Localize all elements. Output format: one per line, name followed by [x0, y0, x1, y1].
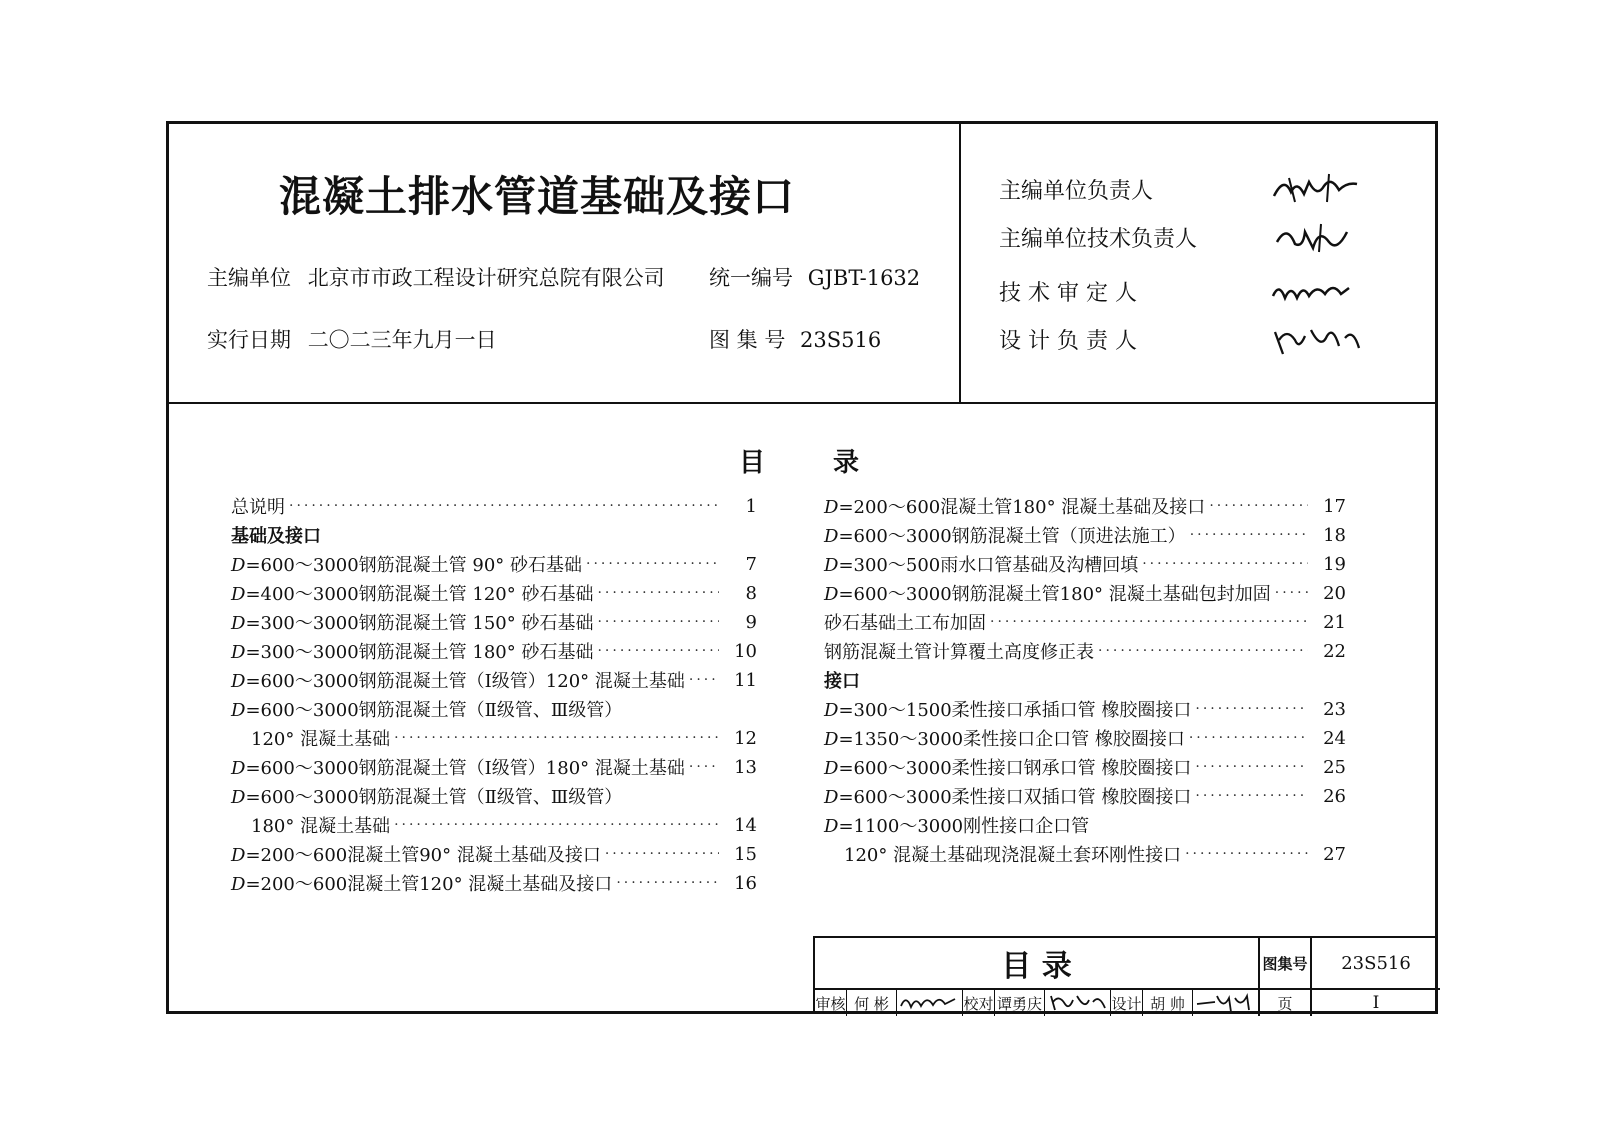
role-technical-approver: 技 术 审 定 人 [999, 281, 1137, 306]
header-vertical-divider [959, 124, 961, 402]
title-block-name: 目 录 [1001, 949, 1072, 984]
toc-entry[interactable]: D=1100～3000刚性接口企口管 [824, 816, 1090, 837]
toc-entry[interactable]: D=300～500雨水口管基础及沟槽回填 ····· 19 [824, 550, 1346, 578]
toc-entry[interactable]: D=600～3000柔性接口钢承口管 橡胶圈接口 ····· 25 [824, 753, 1346, 781]
role-technical-head: 主编单位技术负责人 [999, 227, 1198, 252]
atlas-no-label-cell: 图集号 [1260, 938, 1312, 990]
title-block [813, 936, 1438, 1014]
toc-entry[interactable]: D=200～600混凝土管120° 混凝土基础及接口 ····· 16 [231, 869, 757, 897]
toc-entry[interactable]: 总说明 ····· 1 [231, 492, 757, 520]
date-label: 实行日期 [207, 328, 291, 352]
designer-signature-cell [1193, 990, 1260, 1016]
checker-name: 谭勇庆 [995, 990, 1045, 1016]
toc-entry[interactable]: D=600～3000钢筋混凝土管 90° 砂石基础 ····· 7 [231, 550, 757, 578]
atlas-no-label: 图 集 号 [709, 328, 786, 352]
toc-entry[interactable]: 120° 混凝土基础 ····· 12 [251, 724, 757, 752]
toc-entry[interactable]: D=600～3000钢筋混凝土管（Ⅰ级管）180° 混凝土基础 ····· 13 [231, 753, 757, 781]
toc-entry[interactable]: D=300～1500柔性接口承插口管 橡胶圈接口 ····· 23 [824, 695, 1346, 723]
designer-name: 胡 帅 [1143, 990, 1193, 1016]
toc-entry[interactable]: 钢筋混凝土管计算覆土高度修正表 ····· 22 [824, 637, 1346, 665]
page-label: 页 [1260, 990, 1312, 1016]
toc-entry[interactable]: D=600～3000柔性接口双插口管 橡胶圈接口 ····· 26 [824, 782, 1346, 810]
unified-no: GJBT-1632 [807, 266, 921, 290]
check-label: 校对 [963, 990, 995, 1016]
unified-no-line [709, 262, 920, 292]
reviewer-name: 何 彬 [847, 990, 897, 1016]
reviewer-signature-cell [897, 990, 963, 1016]
toc-entry[interactable]: D=1350～3000柔性接口企口管 橡胶圈接口 ····· 24 [824, 724, 1346, 752]
drawing-frame [166, 121, 1438, 1014]
toc-entry[interactable]: D=600～3000钢筋混凝土管180° 混凝土基础包封加固 ····· 20 [824, 579, 1346, 607]
toc-entry[interactable]: D=400～3000钢筋混凝土管 120° 砂石基础 ····· 8 [231, 579, 757, 607]
toc-entry[interactable]: 120° 混凝土基础现浇混凝土套环刚性接口 ····· 27 [844, 840, 1346, 868]
toc-entry[interactable]: D=600～3000钢筋混凝土管（Ⅱ级管、Ⅲ级管） [231, 700, 623, 721]
signature-image [1269, 218, 1359, 258]
atlas-title: 混凝土排水管道基础及接口 [279, 172, 796, 221]
signature-image [1269, 274, 1359, 310]
signature-image [897, 990, 961, 1014]
atlas-no: 23S516 [800, 328, 882, 352]
toc-entry[interactable]: 砂石基础土工布加固 ····· 21 [824, 608, 1346, 636]
effective-date: 二〇二三年九月一日 [307, 328, 497, 352]
toc-entry[interactable]: D=200～600混凝土管90° 混凝土基础及接口 ····· 15 [231, 840, 757, 868]
signature-image [1269, 320, 1369, 360]
signature-image [1193, 990, 1257, 1014]
role-editor-unit-head: 主编单位负责人 [999, 179, 1154, 204]
signature-image [1045, 990, 1109, 1014]
toc-section-heading: 接口 [824, 671, 860, 692]
toc-title-b: 录 [833, 448, 860, 478]
toc-title [739, 442, 859, 479]
atlas-no-line [709, 324, 881, 354]
toc-entry[interactable]: D=600～3000钢筋混凝土管（顶进法施工） ····· 18 [824, 521, 1346, 549]
toc-title-a: 目 [739, 448, 766, 478]
design-label: 设计 [1111, 990, 1143, 1016]
toc-entry[interactable]: D=600～3000钢筋混凝土管（Ⅱ级管、Ⅲ级管） [231, 787, 623, 808]
toc-entry[interactable]: D=200～600混凝土管180° 混凝土基础及接口 ····· 17 [824, 492, 1346, 520]
header-divider [169, 402, 1435, 404]
editor-unit-line [207, 262, 665, 292]
editor-unit-label: 主编单位 [207, 266, 291, 290]
title-block-name-cell [815, 938, 1260, 990]
toc-entry[interactable]: 180° 混凝土基础 ····· 14 [251, 811, 757, 839]
review-label: 审核 [815, 990, 847, 1016]
role-design-head: 设 计 负 责 人 [999, 329, 1137, 354]
title-block-atlas-no: 23S516 [1312, 938, 1440, 990]
checker-signature-cell [1045, 990, 1111, 1016]
toc-entry[interactable]: D=300～3000钢筋混凝土管 150° 砂石基础 ····· 9 [231, 608, 757, 636]
toc-entry[interactable]: D=300～3000钢筋混凝土管 180° 砂石基础 ····· 10 [231, 637, 757, 665]
toc-entry[interactable]: D=600～3000钢筋混凝土管（Ⅰ级管）120° 混凝土基础 ····· 11 [231, 666, 757, 694]
signature-image [1269, 168, 1369, 208]
date-line [207, 324, 497, 354]
page-number: Ⅰ [1372, 993, 1380, 1013]
editor-unit: 北京市市政工程设计研究总院有限公司 [307, 266, 665, 290]
unified-no-label: 统一编号 [709, 266, 793, 290]
toc-section-heading: 基础及接口 [231, 526, 321, 547]
